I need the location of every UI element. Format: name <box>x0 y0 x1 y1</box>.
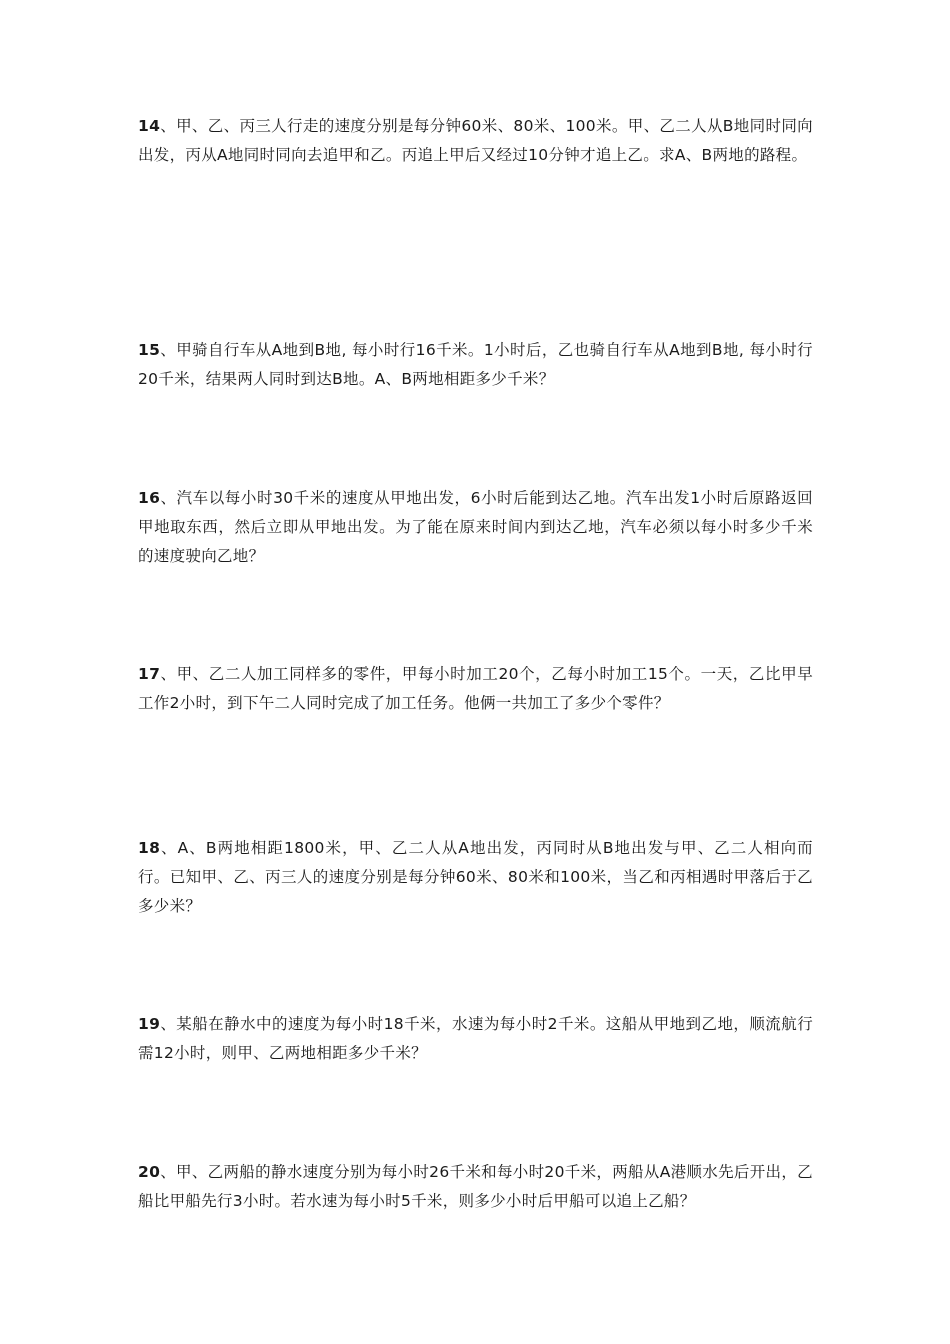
problem-separator: 、 <box>160 839 178 857</box>
problem-separator: 、 <box>160 665 177 683</box>
problem-separator: 、 <box>160 341 177 359</box>
problem-17 <box>138 660 813 718</box>
problem-15 <box>138 336 813 394</box>
problem-number: 19 <box>138 1015 161 1033</box>
problem-14 <box>138 112 813 170</box>
problem-text: A、B两地相距1800米，甲、乙二人从A地出发，丙同时从B地出发与甲、乙二人相向而行。已知甲、乙、丙三人的速度分别是每分钟60米、80米和100米，当乙和丙相遇时甲落后于乙多少米？ <box>138 839 813 915</box>
problem-separator: 、 <box>160 1163 177 1181</box>
problem-20 <box>138 1158 813 1216</box>
problem-number: 14 <box>138 117 161 135</box>
problem-separator: 、 <box>160 1015 177 1033</box>
problem-separator: 、 <box>160 489 177 507</box>
problem-text: 某船在静水中的速度为每小时18千米，水速为每小时2千米。这船从甲地到乙地，顺流航行需12小时，则甲、乙两地相距多少千米？ <box>138 1015 813 1062</box>
problem-number: 17 <box>138 665 161 683</box>
problem-number: 20 <box>138 1163 161 1181</box>
problem-number: 16 <box>138 489 161 507</box>
problem-16 <box>138 484 813 571</box>
problem-18 <box>138 834 813 921</box>
problem-text: 甲骑自行车从A地到B地, 每小时行16千米。1小时后，乙也骑自行车从A地到B地, 每小时行20千米，结果两人同时到达B地。A、B两地相距多少千米？ <box>138 341 813 388</box>
problem-text: 甲、乙、丙三人行走的速度分别是每分钟60米、80米、100米。甲、乙二人从B地同时同向出发，丙从A地同时同向去追甲和乙。丙追上甲后又经过10分钟才追上乙。求A、B两地的路程。 <box>138 117 813 164</box>
problem-19 <box>138 1010 813 1068</box>
problem-text: 汽车以每小时30千米的速度从甲地出发，6小时后能到达乙地。汽车出发1小时后原路返回甲地取东西，然后立即从甲地出发。为了能在原来时间内到达乙地，汽车必须以每小时多少千米的速度驶向乙地？ <box>138 489 813 565</box>
problem-number: 15 <box>138 341 161 359</box>
problem-number: 18 <box>138 839 161 857</box>
problem-text: 甲、乙两船的静水速度分别为每小时26千米和每小时20千米，两船从A港顺水先后开出，乙船比甲船先行3小时。若水速为每小时5千米，则多少小时后甲船可以追上乙船？ <box>138 1163 813 1210</box>
problem-text: 甲、乙二人加工同样多的零件，甲每小时加工20个，乙每小时加工15个。一天，乙比甲早工作2小时，到下午二人同时完成了加工任务。他俩一共加工了多少个零件？ <box>138 665 813 712</box>
problem-separator: 、 <box>160 117 177 135</box>
